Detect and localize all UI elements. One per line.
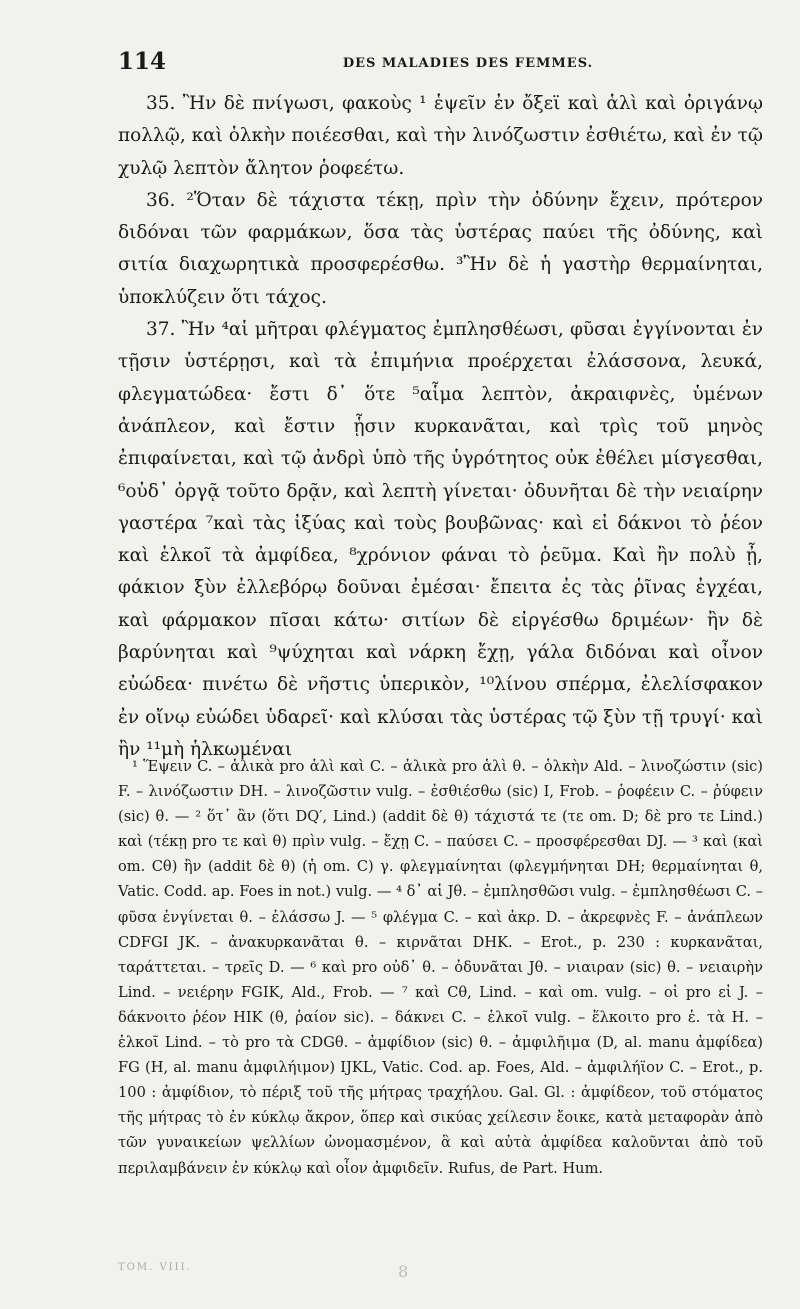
page-header xyxy=(118,48,758,78)
footnotes xyxy=(118,754,763,1181)
signature-number: 8 xyxy=(398,1262,409,1281)
signature-mark: TOM. VIII. xyxy=(118,1262,192,1273)
running-title: DES MALADIES DES FEMMES. xyxy=(342,56,594,71)
page-footer xyxy=(118,1262,763,1286)
paragraph-35: 35. Ἢν δὲ πνίγωσι, φακοὺς ¹ ἑψεῖν ἐν ὄξεϊ καὶ ἁλὶ καὶ ὀριγάνῳ πολλῷ, καὶ ὁλκὴν ποιέεσθαι, καὶ τὴν λινόζωστιν ἐσθιέτω, καὶ ἐν τῷ χυλῷ λεπτὸν ἄλητον ῥοφεέτω. xyxy=(118,93,763,179)
footnote-text: ¹ Ἕψειν C. – ἁλικὰ pro ἁλὶ καὶ C. – ἁλικὰ pro ἁλὶ θ. – ὁλκὴν Ald. – λινοζώστιν (sic) F. – λινόζωστιν DH. – λινοζῶστιν vulg. – ἐσθιέσθω (sic) I, Frob. – ῥοφέειν C. – ῥύφειν (sic) θ. — ² ὅτ᾽ ἂν (ὅτι DQ′, Lind.) (addit δὲ θ) τάχιστά τε (τε om. D; δὲ pro τε Lind.) καὶ (τέκῃ pro τε καὶ θ) πρὶν vulg. – ἔχῃ C. – παύσει C. – προσφέρεσθαι DJ. — ³ καὶ (καὶ om. Cθ) ἢν (addit δὲ θ) (ἡ om. C) γ. φλεγμαίνηται (φλεγμήνηται DH; θερμαίνηται θ, Vatic. Codd. ap. Foes in not.) vulg. — ⁴ δ᾽ αἱ Jθ. – ἐμπλησθῶσι vulg. – ἐμπλησθέωσι C. – φῦσα ἐνγίνεται θ. – ἐλάσσω J. — ⁵ φλέγμα C. – καὶ ἀκρ. D. – ἀκρεφνὲς F. – ἀνάπλεων CDFGI JK. – ἀνακυρκανᾶται θ. – κιρνᾶται DHK. – Erot., p. 230 : κυρκανᾶται, ταράττεται. – τρεῖς D. — ⁶ καὶ pro οὐδ᾽ θ. – ὀδυνᾶται Jθ. – νιαιραν (sic) θ. – νειαιρὴν Lind. – νειέρην FGIK, Ald., Frob. — ⁷ καὶ Cθ, Lind. – καὶ om. vulg. – οἱ pro εἰ J. – δάκνοιτο ῥέον HIK (θ, ῥαίον sic). – δάκνει C. – ἑλκοῖ vulg. – ἕλκοιτο pro ἑ. τὰ H. – ἑλκοῖ Lind. – τὸ pro τὰ CDGθ. – ἀμφίδιον (sic) θ. – ἀμφιλῆιμα (D, al. manu ἀμφίδεα) FG (H, al. manu ἀμφιλήιμον) IJKL, Vatic. Cod. ap. Foes, Ald. – ἀμφιλήϊον C. – Erot., p. 100 : ἀμφίδιον, τὸ πέριξ τοῦ τῆς μήτρας τραχήλου. Gal. Gl. : ἀμφίδεον, τοῦ στόματος τῆς μήτρας τὸ ἐν κύκλῳ ἄκρον, ὅπερ καὶ σικύας χείλεσιν ἔοικε, κατὰ μεταφορὰν ἀπὸ τῶν γυναικείων ψελλίων ὠνομασμένον, ἃ καὶ αὐτὰ ἀμφίδεα καλοῦνται ἀπὸ τοῦ περιλαμβάνειν ἐν κύκλῳ καὶ οἷον ἀμφιδεῖν. Rufus, de Part. Hum. xyxy=(118,758,763,1177)
main-text xyxy=(118,88,763,766)
page-number: 114 xyxy=(118,48,167,75)
paragraph-37: 37. Ἢν ⁴αἱ μῆτραι φλέγματος ἐμπλησθέωσι, φῦσαι ἐγγίνονται ἐν τῇσιν ὑστέρῃσι, καὶ τὰ ἐπιμήνια προέρχεται ἐλάσσονα, λευκά, φλεγματώδεα· ἔστι δ᾽ ὅτε ⁵αἷμα λεπτὸν, ἀκραιφνὲς, ὑμένων ἀνάπλεον, καὶ ἔστιν ᾗσιν κυρκανᾶται, καὶ τρὶς τοῦ μηνὸς ἐπιφαίνεται, καὶ τῷ ἀνδρὶ ὑπὸ τῆς ὑγρότητος οὐκ ἐθέλει μίσγεσθαι, ⁶οὐδ᾽ ὀργᾷ τοῦτο δρᾷν, καὶ λεπτὴ γίνεται· ὀδυνῆται δὲ τὴν νειαίρην γαστέρα ⁷καὶ τὰς ἰξύας καὶ τοὺς βουβῶνας· καὶ εἰ δάκνοι τὸ ῥέον καὶ ἑλκοῖ τὰ ἀμφίδεα, ⁸χρόνιον φάναι τὸ ῥεῦμα. Καὶ ἢν πολὺ ᾖ, φάκιον ξὺν ἐλλεβόρῳ δοῦναι ἐμέσαι· ἔπειτα ἐς τὰς ῥῖνας ἐγχέαι, καὶ φάρμακον πῖσαι κάτω· σιτίων δὲ εἰργέσθω δριμέων· ἢν δὲ βαρύνηται καὶ ⁹ψύχηται καὶ νάρκη ἔχῃ, γάλα διδόναι καὶ οἶνον εὐώδεα· πινέτω δὲ νῆστις ὑπερικὸν, ¹⁰λίνου σπέρμα, ἐλελίσφακον ἐν οἴνῳ εὐώδει ὑδαρεῖ· καὶ κλύσαι τὰς ὑστέρας τῷ ξὺν τῇ τρυγί· καὶ ἢν ¹¹μὴ ἡλκωμέναι xyxy=(118,319,763,760)
paragraph-36: 36. ²Ὅταν δὲ τάχιστα τέκῃ, πρὶν τὴν ὀδύνην ἔχειν, πρότερον διδόναι τῶν φαρμάκων, ὅσα τὰς ὑστέρας παύει τῆς ὀδύνης, καὶ σιτία διαχωρητικὰ προσφερέσθω. ³Ἢν δὲ ἡ γαστὴρ θερμαίνηται, ὑποκλύζειν ὅτι τάχος. xyxy=(118,189,763,308)
